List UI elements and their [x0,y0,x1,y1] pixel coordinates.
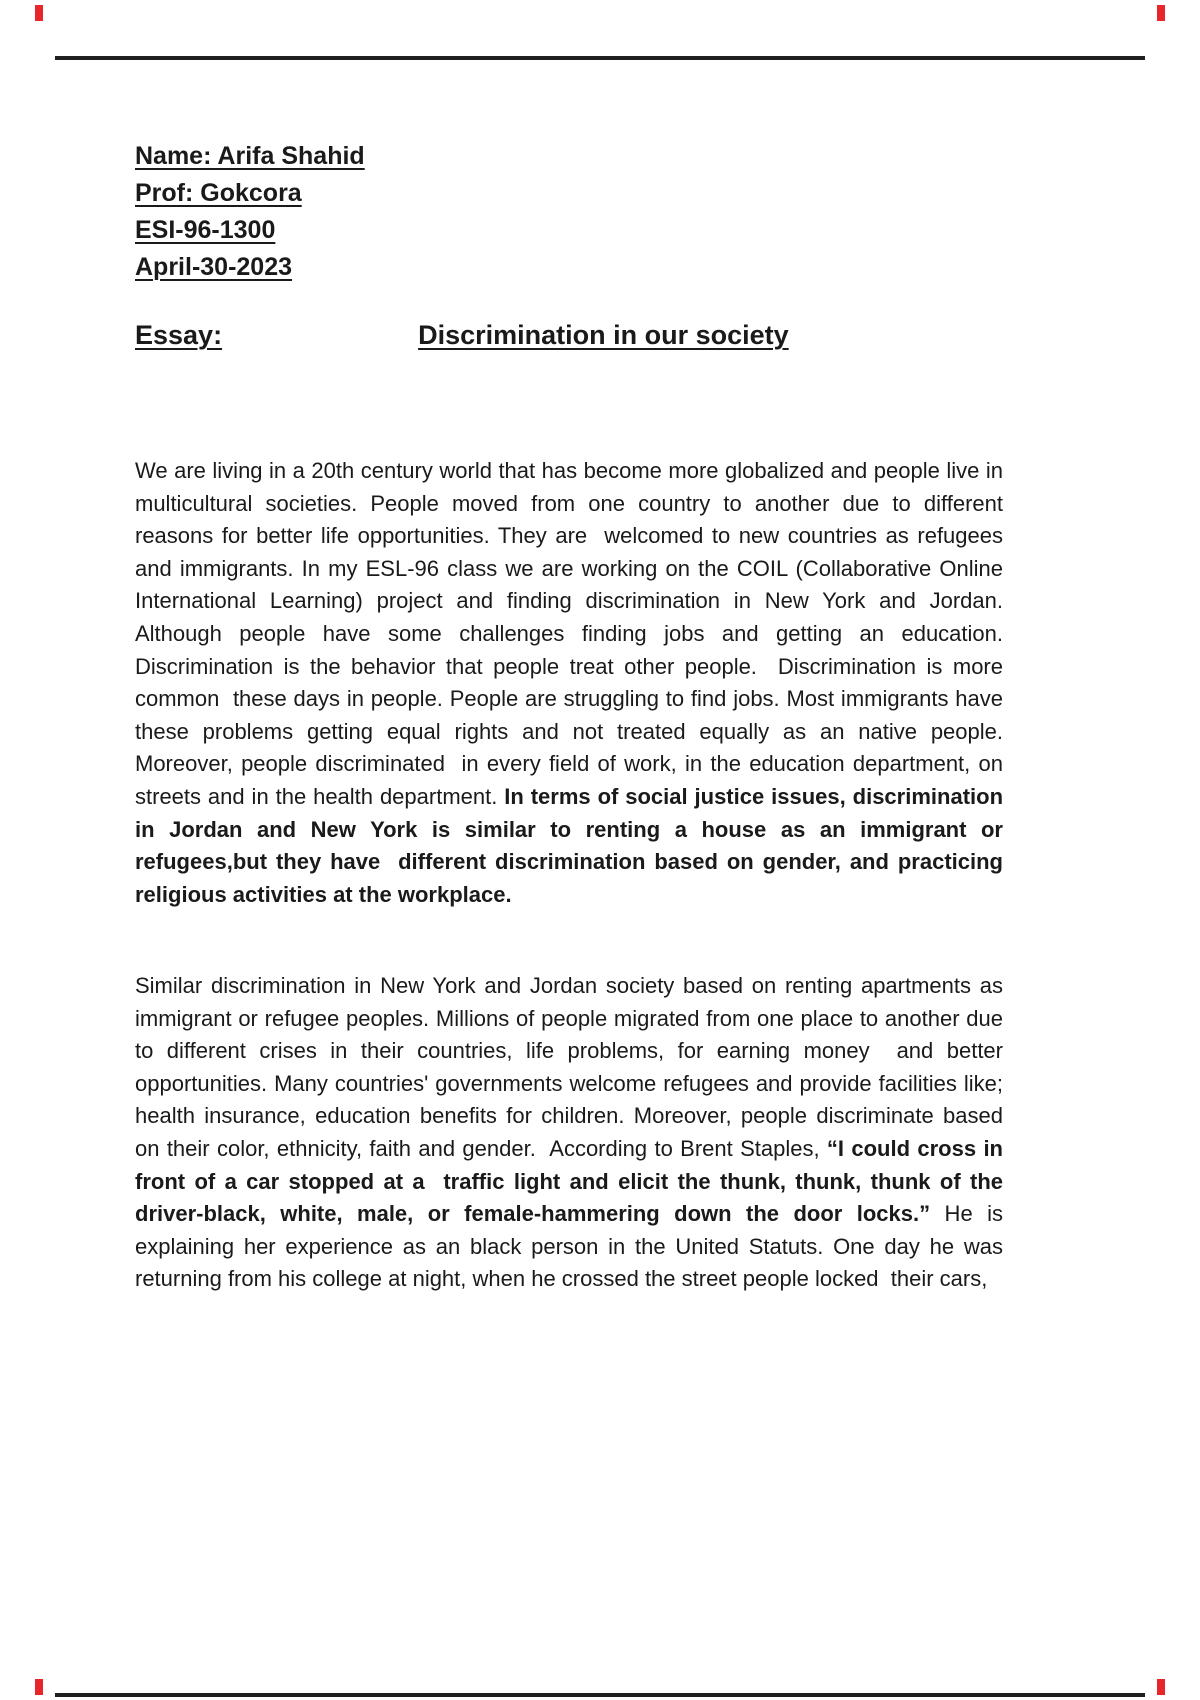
professor-name: Prof: Gokcora [135,179,302,207]
corner-mark-bottom-left [35,1679,43,1695]
corner-mark-top-left [35,5,43,21]
paragraph-2-lead-text: Similar discrimination in New York and Jordan society based on renting apartments as immigrant or refugee peoples. Millions of people migrated from one place to another due to different crises in their countries, life problems, for earning money and better opportunities. Many countries' governments welcome refugees and provide facilities like; health insurance, education benefits for children. Moreover, people discriminate based on their color, ethnicity, faith and gender. According to Brent Staples, [135,973,1010,1161]
date-line [135,249,365,286]
essay-title: Discrimination in our society [418,320,789,350]
essay-title-row [135,320,1035,351]
corner-mark-top-right [1157,5,1165,21]
paragraph-2-quote-bold: “I could cross in front of a car stopped at a traffic light and elicit the thunk, thunk, thunk of the driver-black, white, male, or female-hammering down the door locks.” [135,1135,1010,1227]
paragraph-1-thesis-bold: In terms of social justice issues, discrimination in Jordan and New York is similar to renting a house as an immigrant or refugees,but they have different discrimination based on gender, and practicing religious activities at the workplace. [135,783,1010,907]
bottom-horizontal-rule [55,1693,1145,1697]
paragraph-2 [135,970,1010,1296]
corner-mark-bottom-right [1157,1679,1165,1695]
top-horizontal-rule [55,56,1145,60]
professor-line [135,175,365,212]
essay-label: Essay: [135,320,223,350]
paragraph-1 [135,455,1010,911]
paragraph-1-text: We are living in a 20th century world that has become more globalized and people live in multicultural societies. People moved from one country to another due to different reasons for better life opportunities. They are welcomed to new countries as refugees and immigrants. In my ESL-96 class we are working on the COIL (Collaborative Online International Learning) project and finding discrimination in New York and Jordan. Although people have some challenges finding jobs and getting an education. Discrimination is the behavior that people treat other people. Discrimination is more common these days in people. People are struggling to find jobs. Most immigrants have these problems getting equal rights and not treated equally as an native people. Moreover, people discriminated in every field of work, in the education department, on streets and in the health department. [135,458,1010,809]
student-info-block [135,138,365,286]
course-line [135,212,365,249]
essay-date: April-30-2023 [135,253,293,281]
course-code: ESI-96-1300 [135,216,276,244]
student-name: Name: Arifa Shahid [135,142,365,170]
student-name-line [135,138,365,175]
paragraph-2-tail-text: He is explaining her experience as an black person in the United Statuts. One day he was returning from his college at night, when he crossed the street people locked their cars, [135,1201,1010,1292]
